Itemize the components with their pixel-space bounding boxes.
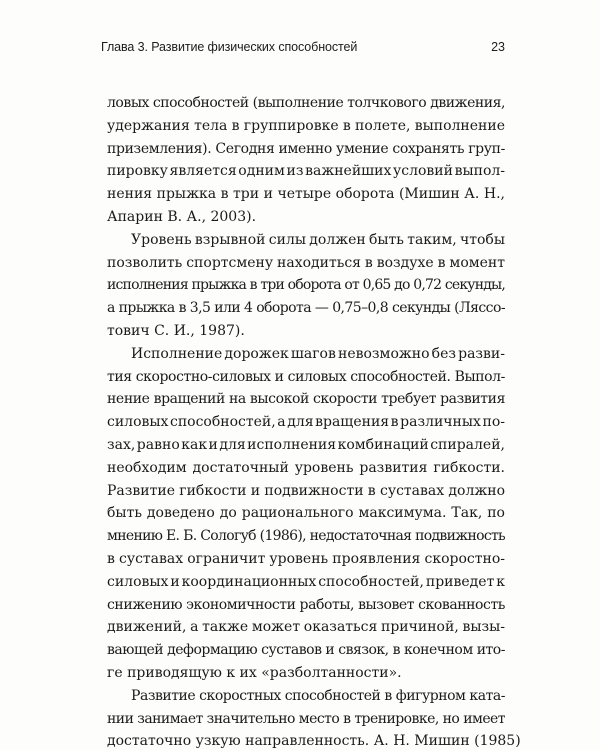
paragraph-1 [107,92,505,229]
body-text [107,92,521,753]
text-line: силовых способностей, а для вращения в различных по- [107,414,505,431]
chapter-title: Глава 3. Развитие физических способностей [101,40,358,54]
page-number: 23 [491,40,505,54]
text-line: ге приводящую к их «разболтанности». [107,664,402,681]
text-line: Уровень взрывной силы должен быть таким, чтобы [131,231,505,248]
text-line: движений, а также может оказаться причиной, вызы- [107,619,505,636]
paragraph-3 [107,343,505,685]
text-line: силовых и координационных способностей, приведет к [107,573,505,590]
text-line: пировку является одним из важнейших условий выпол- [107,163,505,180]
text-line: приземления). Сегодня именно умение сохранять груп- [107,140,505,157]
text-line: в суставах ограничит уровень проявления скоростно- [107,550,505,567]
text-line: Развитие скоростных способностей в фигурном ката- [131,687,505,704]
text-line: зах, равно как и для исполнения комбинаций спиралей, [107,436,505,453]
text-line: вающей деформацию суставов и связок, в конечном ито- [107,642,505,659]
paragraph-2 [107,229,505,343]
text-line: достаточно узкую направленность. А. Н. Мишин (1985) [107,733,521,750]
text-line: исполнения прыжка в три оборота от 0,65 до 0,72 секунды, [107,277,505,294]
text-line: тович С. И., 1987). [107,322,245,339]
text-line: а прыжка в 3,5 или 4 оборота — 0,75–0,8 секунды (Ляссо- [107,300,505,317]
text-line: Апарин В. А., 2003). [107,208,257,225]
running-header [101,40,505,58]
text-line: нии занимает значительно место в тренировке, но имеет [107,710,505,727]
text-line: необходим достаточный уровень развития гибкости. [107,459,505,476]
text-line: позволить спортсмену находиться в воздухе в момент [107,254,505,271]
text-line: ловых способностей (выполнение толчкового движения, [107,95,505,111]
text-line: Исполнение дорожек шагов невозможно без разви- [131,345,505,362]
text-line: нение вращений на высокой скорости требует развития [107,391,505,408]
text-line: Развитие гибкости и подвижности в суставах должно [107,482,505,499]
text-line: мнению Е. Б. Сологуб (1986), недостаточная подвижность [107,528,505,545]
text-line: нения прыжка в три и четыре оборота (Мишин А. Н., [107,186,505,203]
paragraph-4 [107,685,521,753]
text-line: тия скоростно-силовых и силовых способностей. Выпол- [107,368,505,385]
text-line: быть доведено до рационального максимума. Так, по [107,505,505,522]
text-line: удержания тела в группировке в полете, выполнение [107,117,505,134]
text-line: снижению экономичности работы, вызовет скованность [107,596,505,613]
